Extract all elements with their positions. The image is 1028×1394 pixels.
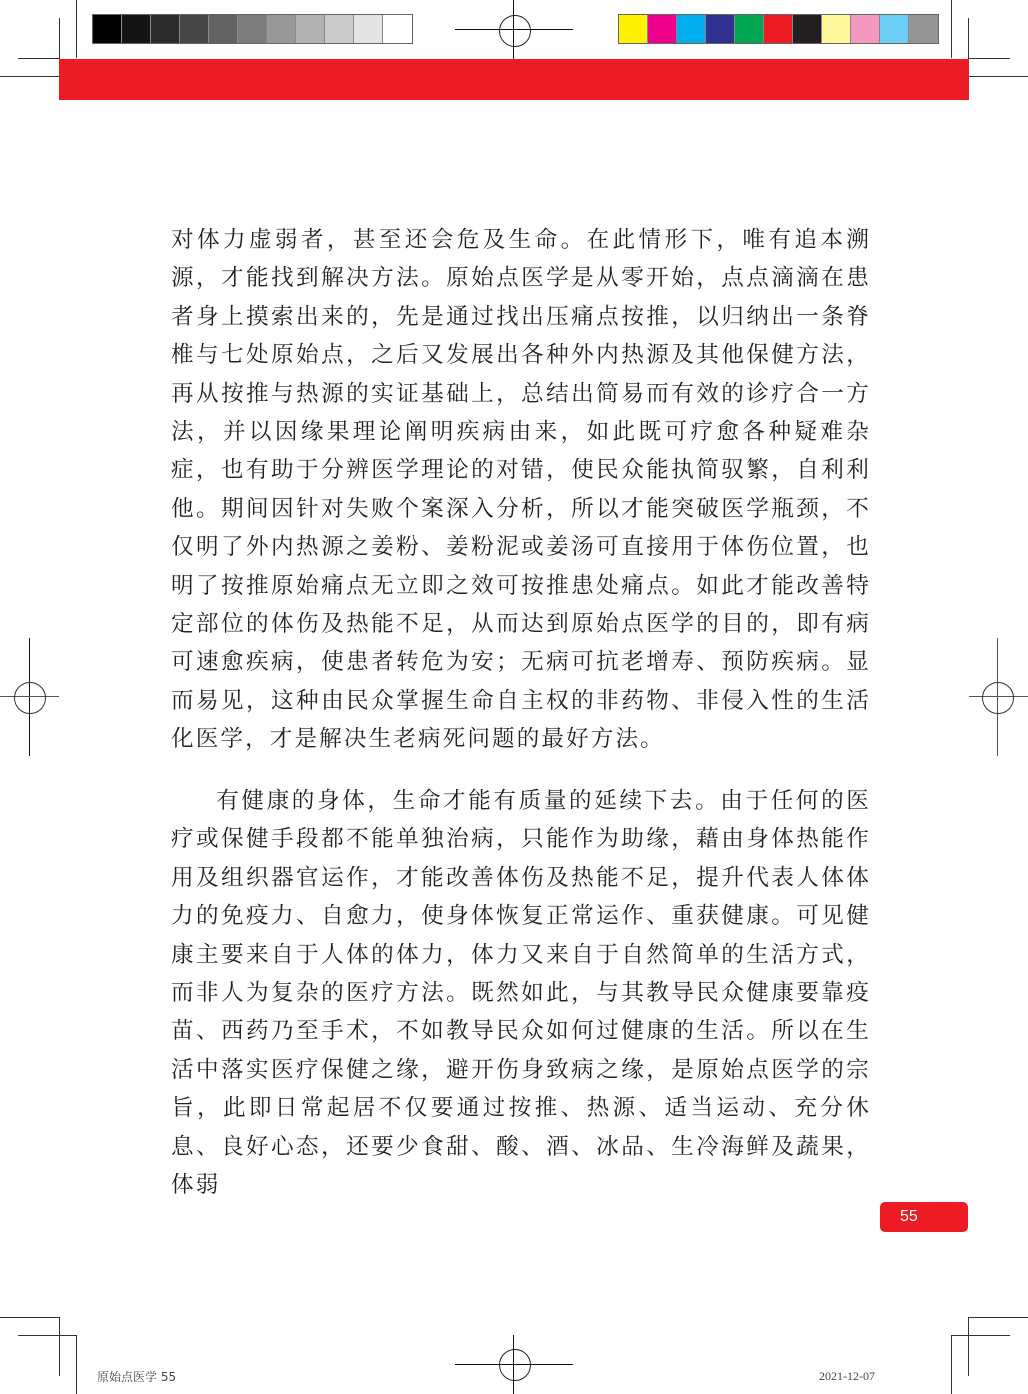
crop-mark [969,76,1028,77]
paragraph-text: 对体力虚弱者，甚至还会危及生命。在此情形下，唯有追本溯源，才能找到解决方法。原始点医学是从零开始，点点滴滴在患者身上摸索出来的，先是通过找出压痛点按推，以归纳出一条脊椎与七处原始点，之后又发展出各种外内热源及其他保健方法，再从按推与热源的实证基础上，总结出简易而有效的诊疗合一方法，并以因缘果理论阐明疾病由来，如此既可疗愈各种疑难杂症，也有助于分辨医学理论的对错，使民众能执简驭繁，自利利他。期间因针对失败个案深入分析，所以才能突破医学瓶颈，不仅明了外内热源之姜粉、姜粉泥或姜汤可直接用于体伤位置，也明了按推原始痛点无立即之效可按推患处痛点。如此才能改善特定部位的体伤及热能不足，从而达到原始点医学的目的，即有病可速愈疾病，使患者转危为安；无病可抗老增寿、预防疾病。显而易见，这种由民众掌握生命自主权的非药物、非侵入性的生活化医学，才是解决生老病死问题的最好方法。 [171,227,871,753]
grayscale-color-bar [92,14,413,44]
footer-slug: 原始点医学 55 [97,1370,177,1384]
registration-target-icon [499,15,531,47]
body-paragraph-1 [171,221,871,759]
color-swatch [383,15,412,43]
page-number: 55 [900,1208,918,1225]
color-swatch [648,15,677,43]
color-swatch [851,15,880,43]
body-paragraph-2 [171,782,871,1204]
crop-mark [18,58,59,59]
color-swatch [93,15,122,43]
color-swatch [735,15,764,43]
color-swatch [122,15,151,43]
color-swatch [909,15,938,43]
crop-mark [18,1335,77,1336]
crop-mark [76,1335,77,1394]
crop-mark [951,1335,1010,1336]
color-swatch [325,15,354,43]
color-swatch [880,15,909,43]
registration-target-icon [982,682,1014,714]
process-color-bar [618,14,939,44]
crop-mark [951,1335,952,1394]
color-swatch [296,15,325,43]
paragraph-text: 有健康的身体，生命才能有质量的延续下去。由于任何的医疗或保健手段都不能单独治病，只能作为助缘，藉由身体热能作用及组织器官运作，才能改善体伤及热能不足，提升代表人体体力的免疫力、自愈力，使身体恢复正常运作、重获健康。可见健康主要来自于人体的体力，体力又来自于自然简单的生活方式，而非人为复杂的医疗方法。既然如此，与其教导民众健康要靠疫苗、西药乃至手术，不如教导民众如何过健康的生活。所以在生活中落实医疗保健之缘，避开伤身致病之缘，是原始点医学的宗旨，此即日常起居不仅要通过按推、热源、适当运动、充分休息、良好心态，还要少食甜、酸、酒、冰品、生冷海鲜及蔬果，体弱 [171,788,871,1199]
crop-mark [0,76,59,77]
color-swatch [619,15,648,43]
color-swatch [764,15,793,43]
color-swatch [209,15,238,43]
color-swatch [822,15,851,43]
color-swatch [706,15,735,43]
color-swatch [180,15,209,43]
registration-target-icon [14,682,46,714]
color-swatch [267,15,296,43]
color-swatch [354,15,383,43]
crop-mark [969,1317,1028,1318]
color-swatch [793,15,822,43]
crop-mark [76,0,77,58]
color-swatch [677,15,706,43]
registration-target-icon [499,1349,531,1381]
header-band [59,59,969,100]
page-number-badge [880,1202,968,1232]
crop-mark [59,1317,60,1376]
crop-mark [968,1317,969,1376]
footer-date: 2021-12-07 [819,1369,875,1383]
crop-mark [969,58,1010,59]
color-swatch [238,15,267,43]
crop-mark [951,0,952,58]
crop-mark [0,1317,59,1318]
color-swatch [151,15,180,43]
